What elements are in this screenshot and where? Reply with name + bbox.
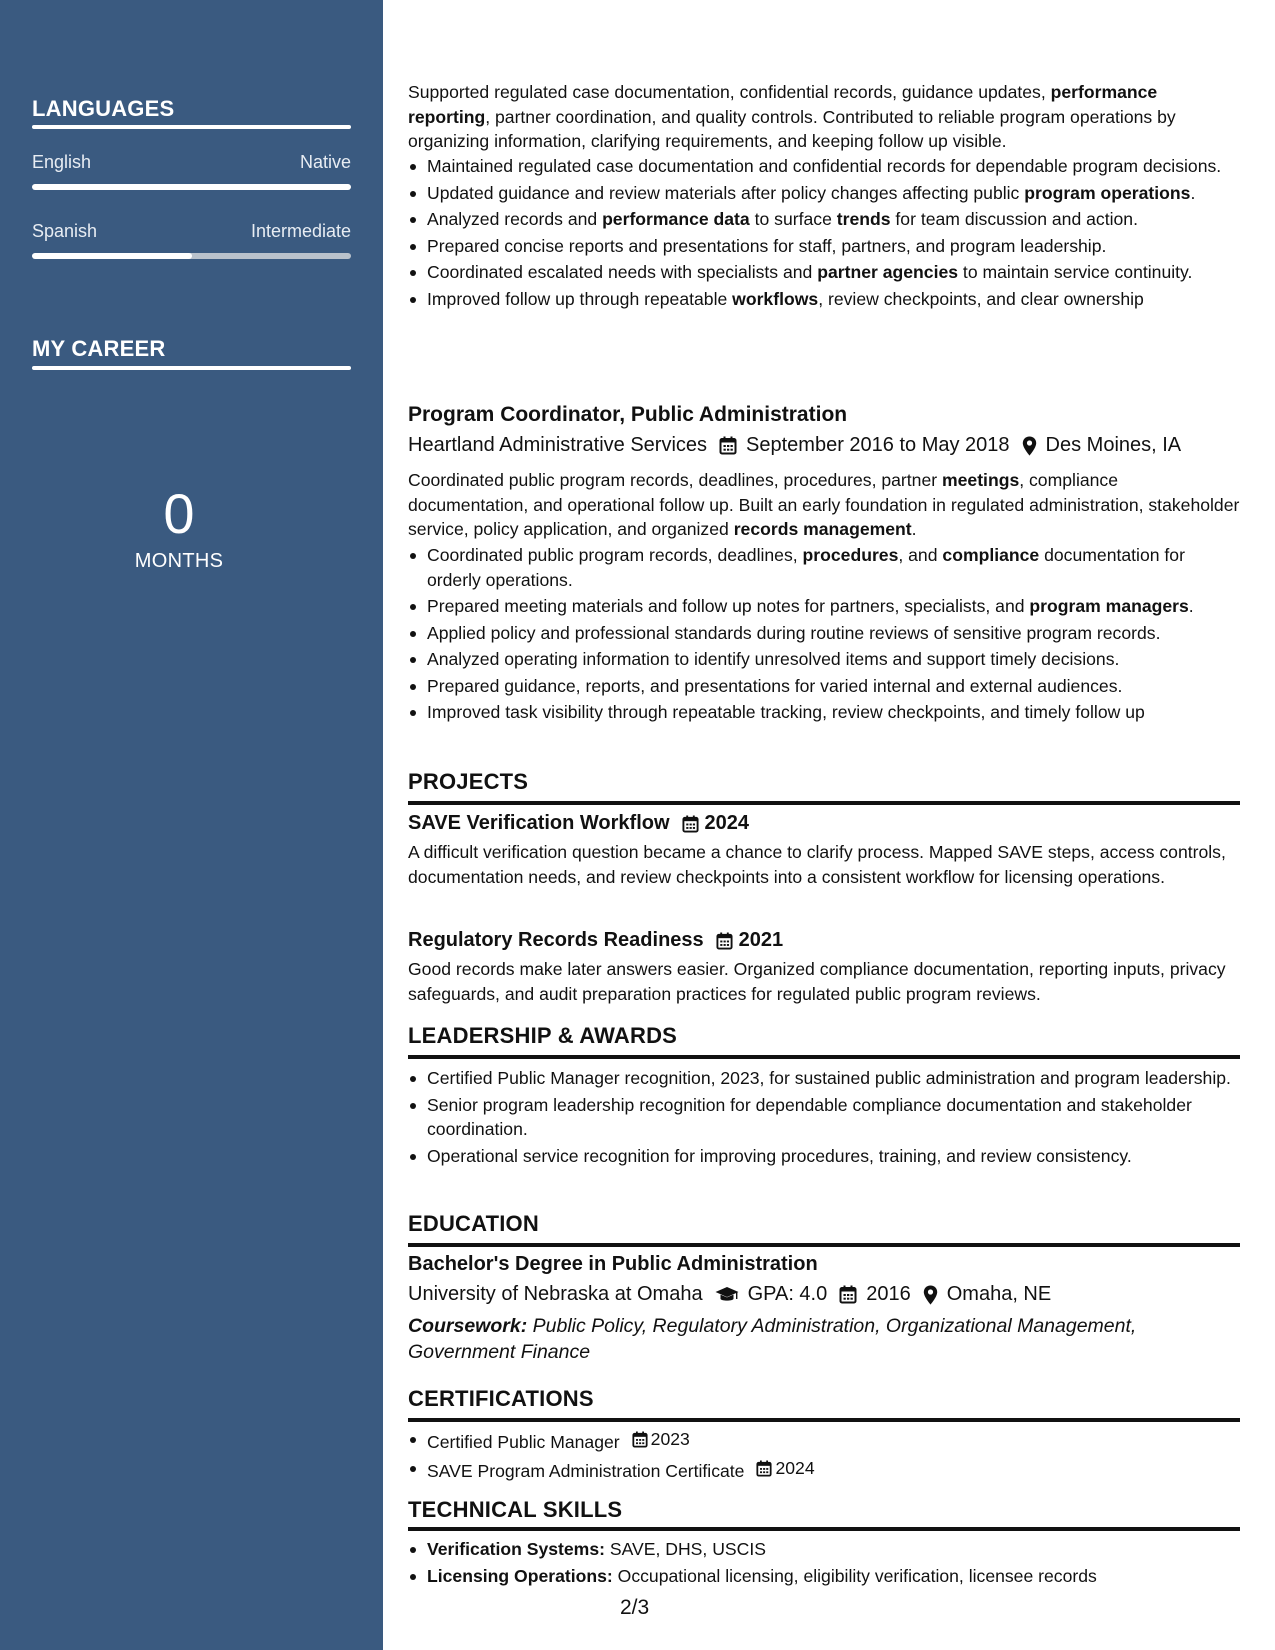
skill-label: Licensing Operations: [427, 1565, 613, 1586]
languages-rule [32, 125, 351, 129]
graduation-cap-icon [715, 1286, 739, 1304]
project-name: Regulatory Records Readiness [408, 929, 704, 951]
calendar-icon [682, 815, 699, 833]
project-year: 2024 [704, 812, 750, 834]
list-item [408, 1537, 1240, 1562]
coursework-label: Coursework: [408, 1315, 528, 1337]
leadership-list [408, 1066, 1240, 1168]
list-item: Prepared meeting materials and follow up notes for partners, specialists, and program managers. [408, 594, 1240, 619]
list-item: Analyzed records and performance data to surface trends for team discussion and action. [408, 207, 1240, 232]
project-description: Good records make later answers easier. Organized compliance documentation, reporting inputs, privacy safeguards, and audit preparation practices for regulated public program reviews. [408, 959, 1226, 1004]
section-rule [408, 1418, 1240, 1422]
school-name: University of Nebraska at Omaha [408, 1283, 703, 1305]
graduation-year: 2016 [866, 1283, 911, 1305]
school-location: Omaha, NE [946, 1283, 1052, 1305]
list-item: Maintained regulated case documentation and confidential records for dependable program decisions. [408, 154, 1240, 179]
calendar-icon [839, 1285, 857, 1304]
skill-value: SAVE, DHS, USCIS [604, 1539, 766, 1559]
skills-heading: TECHNICAL SKILLS [408, 1497, 623, 1522]
calendar-icon [756, 1460, 772, 1477]
company-name: Heartland Administrative Services [408, 434, 708, 456]
skill-label: Verification Systems: [427, 1539, 605, 1559]
certifications-heading: CERTIFICATIONS [408, 1386, 594, 1411]
list-item: Operational service recognition for improving procedures, training, and review consistency. [408, 1144, 1240, 1169]
section-rule [408, 801, 1240, 805]
language-name: English [32, 152, 92, 172]
certifications-list [408, 1427, 1240, 1484]
languages-heading: LANGUAGES [32, 96, 175, 121]
language-row-spanish [32, 221, 351, 242]
list-item: Applied policy and professional standards during routine reviews of sensitive program records. [408, 621, 1240, 646]
language-name: Spanish [32, 221, 98, 241]
job-dates: September 2016 to May 2018 [746, 434, 1010, 456]
gpa: GPA: 4.0 [747, 1283, 828, 1305]
list-item [408, 1456, 1240, 1483]
career-rule [32, 366, 351, 370]
list-item [408, 1427, 1240, 1454]
page-number: 2/3 [620, 1596, 650, 1619]
sidebar [0, 0, 383, 1650]
certification-year: 2024 [775, 1458, 815, 1479]
calendar-icon [716, 932, 733, 950]
language-row-english [32, 152, 351, 173]
list-item: Improved task visibility through repeatable tracking, review checkpoints, and timely follow up [408, 700, 1240, 725]
language-level: Native [299, 152, 351, 172]
section-rule [408, 1527, 1240, 1531]
career-duration-unit: MONTHS [134, 550, 224, 572]
language-level: Intermediate [250, 221, 351, 241]
career-duration-value: 0 [163, 482, 195, 545]
project-title [408, 929, 783, 952]
language-bar-fill [32, 253, 192, 259]
summary-bold: performance reporting [408, 82, 1158, 127]
list-item: Analyzed operating information to identify unresolved items and support timely decisions. [408, 647, 1240, 672]
list-item: Senior program leadership recognition for dependable compliance documentation and stakeholder coordination. [408, 1093, 1240, 1142]
list-item: Certified Public Manager recognition, 2023, for sustained public administration and program leadership. [408, 1066, 1240, 1091]
education-heading: EDUCATION [408, 1211, 539, 1236]
section-rule [408, 1243, 1240, 1247]
leadership-heading: LEADERSHIP & AWARDS [408, 1023, 678, 1048]
certification-name: SAVE Program Administration Certificate [427, 1461, 745, 1481]
job-title: Program Coordinator, Public Administration [408, 403, 848, 426]
map-pin-icon [1022, 436, 1037, 456]
language-bar-spanish [32, 253, 351, 259]
list-item: Coordinated escalated needs with specialists and partner agencies to maintain service continuity. [408, 260, 1240, 285]
calendar-icon [632, 1431, 648, 1448]
job-meta [408, 434, 1181, 457]
map-pin-icon [923, 1285, 938, 1305]
degree-title: Bachelor's Degree in Public Administration [408, 1253, 818, 1275]
project-title [408, 812, 749, 835]
list-item: Coordinated public program records, deadlines, procedures, and compliance documentation for orderly operations. [408, 543, 1240, 592]
job1-bullets [408, 154, 1240, 311]
summary-text: Supported regulated case documentation, confidential records, guidance updates, [408, 82, 1051, 102]
job-location: Des Moines, IA [1045, 434, 1182, 456]
job2-bullets [408, 543, 1240, 725]
list-item: Prepared guidance, reports, and presentations for varied internal and external audiences. [408, 674, 1240, 699]
certification-name: Certified Public Manager [427, 1431, 620, 1452]
career-heading: MY CAREER [32, 336, 166, 361]
section-rule [408, 1055, 1240, 1059]
certification-year: 2023 [650, 1429, 690, 1449]
list-item: Prepared concise reports and presentations for staff, partners, and program leadership. [408, 234, 1240, 259]
project-year: 2021 [738, 929, 784, 951]
coursework-list: Public Policy, Regulatory Administration, Organizational Management, Government Finance [408, 1315, 1137, 1363]
skills-list [408, 1537, 1240, 1588]
project-description: A difficult verification question became a chance to clarify process. Mapped SAVE steps, access controls, documentation needs, and review checkpoints into a consistent workflow for licensing operations. [408, 842, 1226, 887]
projects-heading: PROJECTS [408, 769, 529, 794]
list-item [408, 1564, 1240, 1589]
list-item: Updated guidance and review materials after policy changes affecting public program operations. [408, 181, 1240, 206]
job2-summary: Coordinated public program records, deadlines, procedures, partner meetings, compliance documentation, and operational follow up. Built an early foundation in regulated administration, stakeholder service, policy application, and organized records management. [408, 470, 1240, 539]
job1-summary [408, 80, 1240, 154]
language-bar-fill [32, 184, 351, 190]
summary-text: , partner coordination, and quality controls. Contributed to reliable program operations by organizing information, clarifying requirements, and keeping follow up visible. [408, 106, 1176, 151]
language-bar-english [32, 184, 351, 190]
list-item: Improved follow up through repeatable workflows, review checkpoints, and clear ownership [408, 287, 1240, 312]
skill-value: Occupational licensing, eligibility verification, licensee records [612, 1565, 1097, 1586]
project-name: SAVE Verification Workflow [408, 812, 670, 834]
education-meta [408, 1283, 1051, 1306]
calendar-icon [719, 436, 737, 455]
coursework [408, 1313, 1240, 1365]
